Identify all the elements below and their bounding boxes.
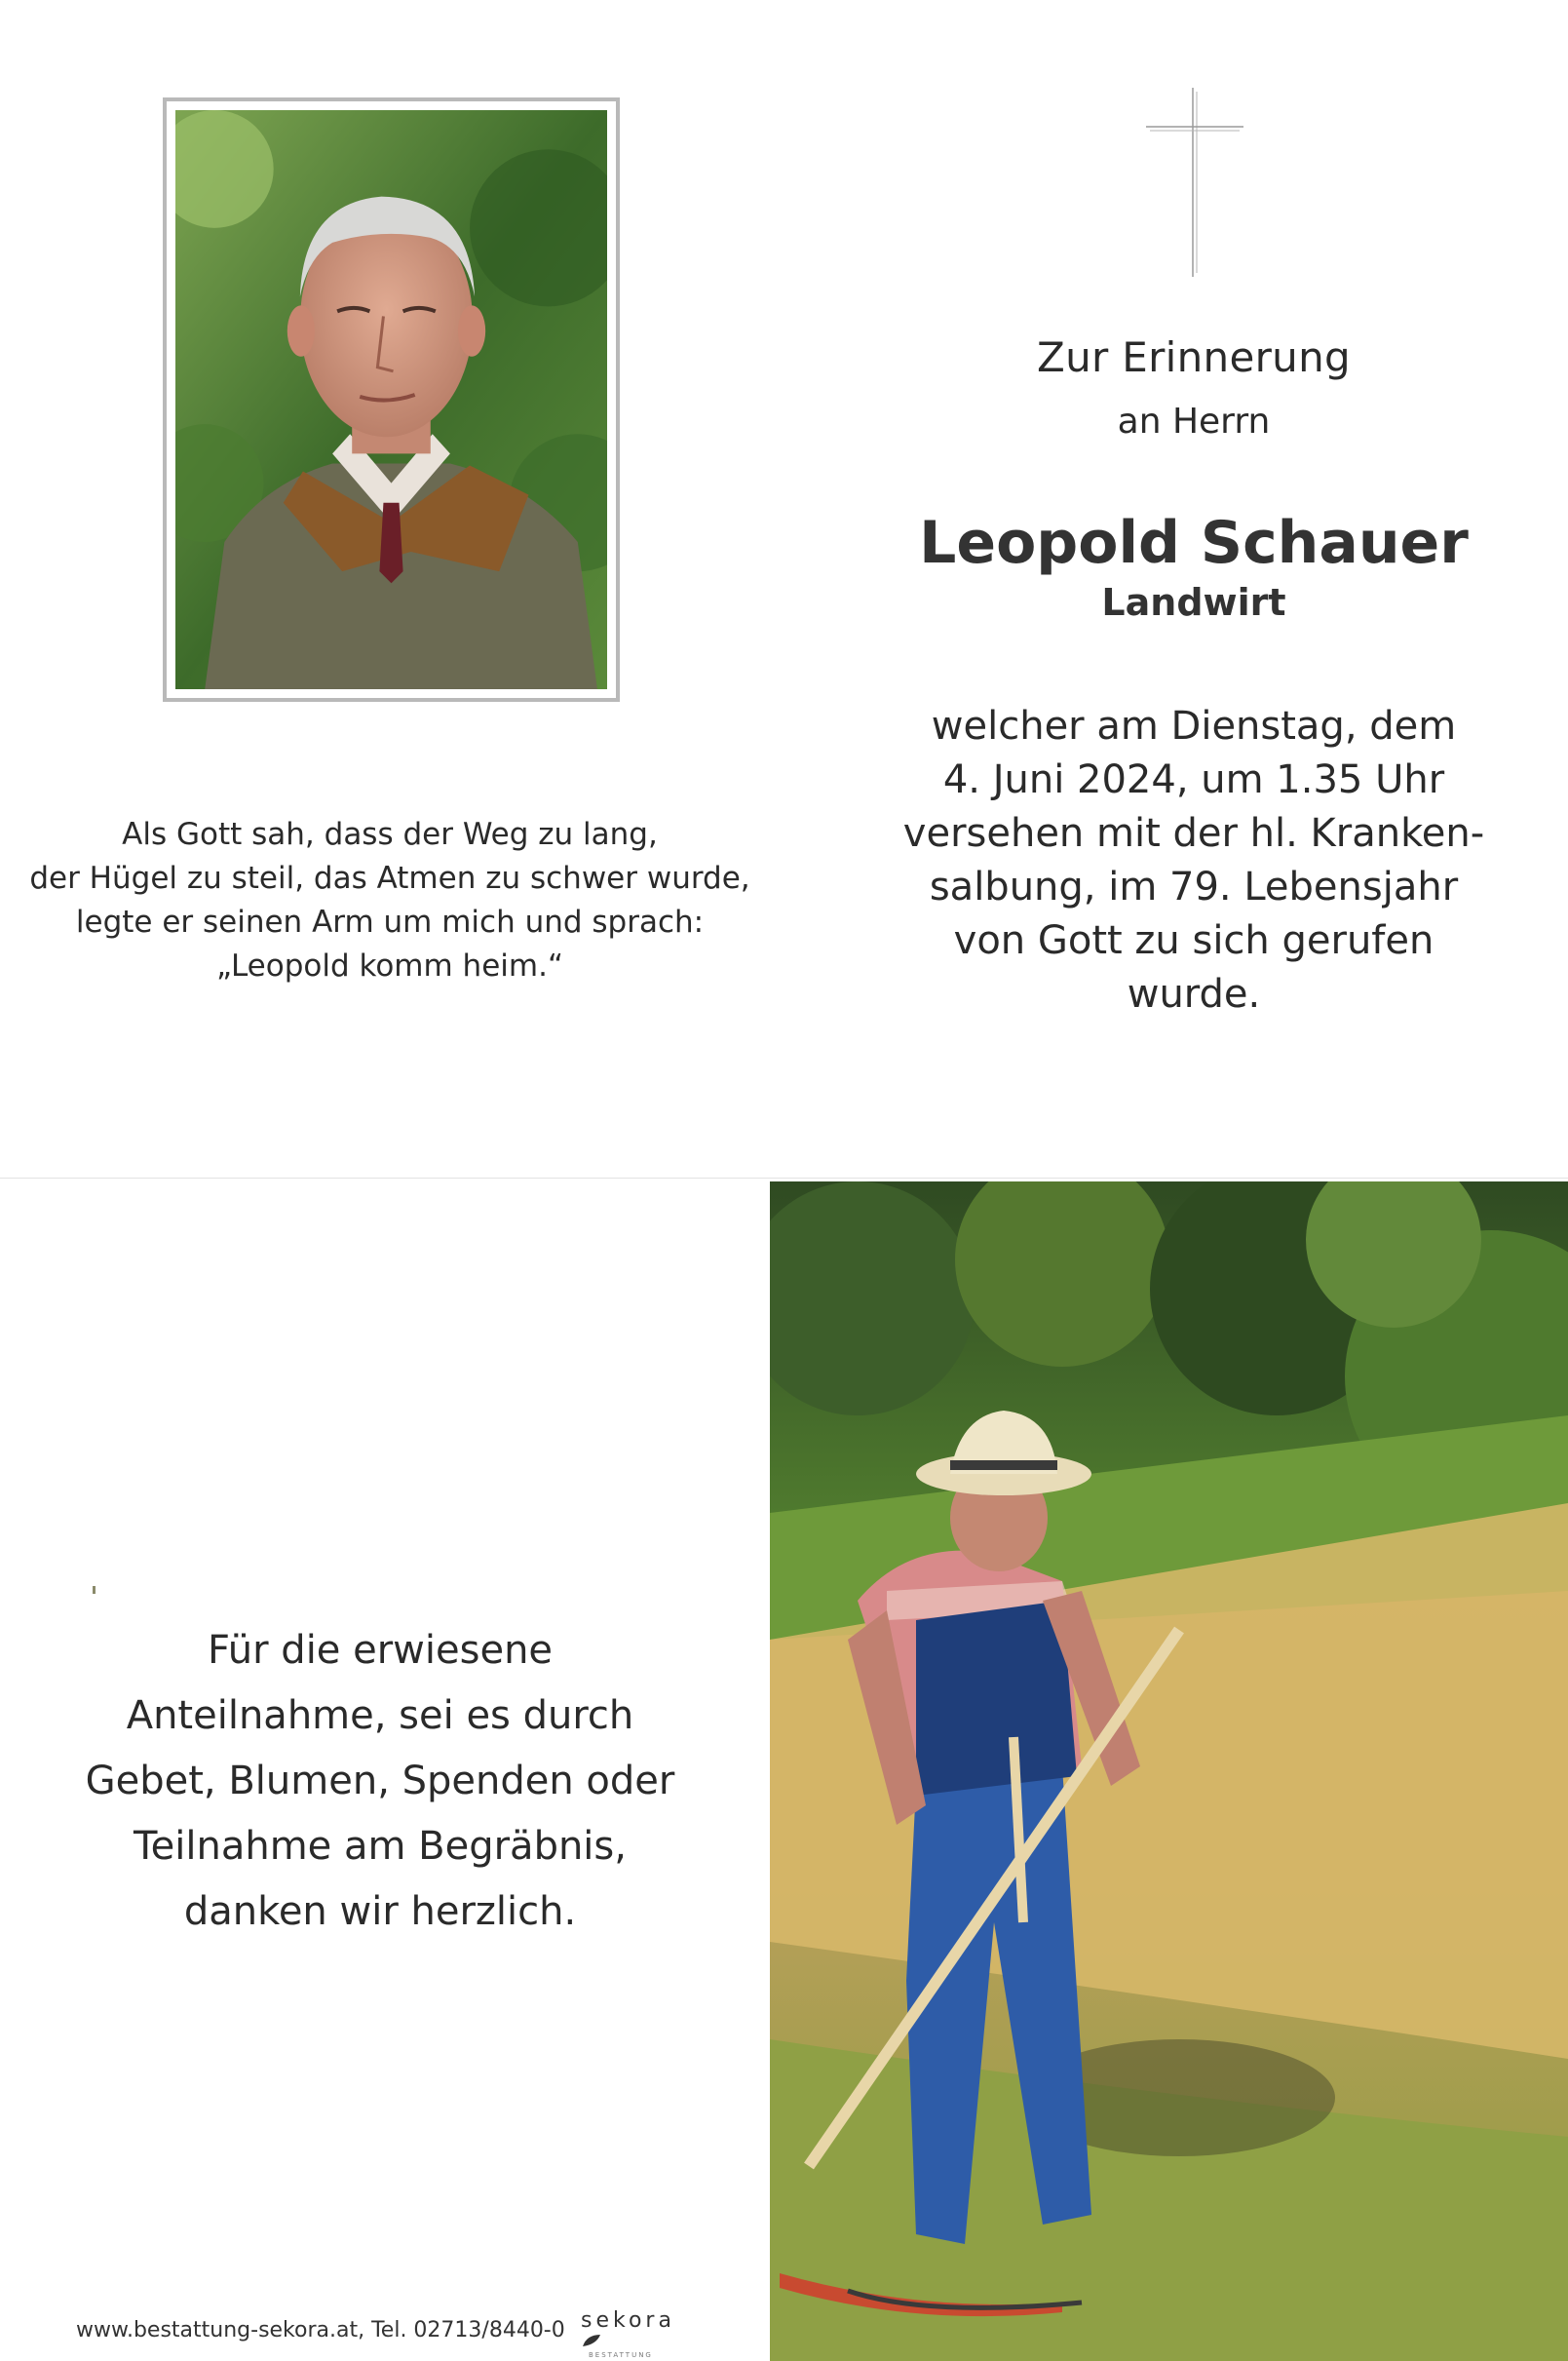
obituary-line: salbung, im 79. Lebensjahr bbox=[929, 865, 1459, 910]
thanks-text bbox=[58, 1618, 702, 1945]
obituary-line: wurde. bbox=[1127, 972, 1261, 1017]
thanks-line: Für die erwiesene bbox=[207, 1628, 554, 1673]
poem-line: Als Gott sah, dass der Weg zu lang, bbox=[122, 817, 658, 852]
obituary-line: von Gott zu sich gerufen bbox=[953, 918, 1434, 963]
page-divider bbox=[0, 1178, 1568, 1179]
thanks-line: Gebet, Blumen, Spenden oder bbox=[85, 1759, 675, 1803]
portrait-photo bbox=[163, 97, 620, 702]
scythe-image bbox=[770, 1181, 1568, 2361]
deceased-name: Leopold Schauer bbox=[919, 509, 1469, 577]
scythe-photo bbox=[770, 1181, 1568, 2361]
footer-contact: www.bestattung-sekora.at, Tel. 02713/8440-0 bbox=[76, 2318, 565, 2342]
poem-line: „Leopold komm heim.“ bbox=[215, 948, 563, 984]
memorial-title: Zur Erinnerung bbox=[1037, 333, 1351, 381]
obituary-line: 4. Juni 2024, um 1.35 Uhr bbox=[942, 757, 1445, 802]
profession: Landwirt bbox=[1101, 581, 1286, 624]
cross-icon bbox=[1136, 86, 1253, 279]
thanks-line: Teilnahme am Begräbnis, bbox=[134, 1824, 627, 1869]
logo-sub: BESTATTUNG bbox=[589, 2351, 653, 2359]
obituary-line: versehen mit der hl. Kranken- bbox=[902, 811, 1485, 856]
leaf-icon bbox=[581, 2333, 602, 2348]
speck bbox=[93, 1586, 96, 1594]
poem bbox=[19, 813, 760, 988]
portrait-image bbox=[175, 110, 607, 689]
poem-line: der Hügel zu steil, das Atmen zu schwer wurde, bbox=[29, 861, 750, 896]
funeral-home-logo bbox=[581, 2308, 696, 2359]
obituary-text bbox=[858, 700, 1530, 1022]
poem-line: legte er seinen Arm um mich und sprach: bbox=[75, 905, 705, 940]
obituary-line: welcher am Dienstag, dem bbox=[931, 704, 1457, 749]
thanks-line: Anteilnahme, sei es durch bbox=[126, 1693, 634, 1738]
thanks-line: danken wir herzlich. bbox=[183, 1889, 577, 1934]
logo-word: sekora bbox=[581, 2308, 675, 2333]
salutation: an Herrn bbox=[1117, 402, 1271, 442]
